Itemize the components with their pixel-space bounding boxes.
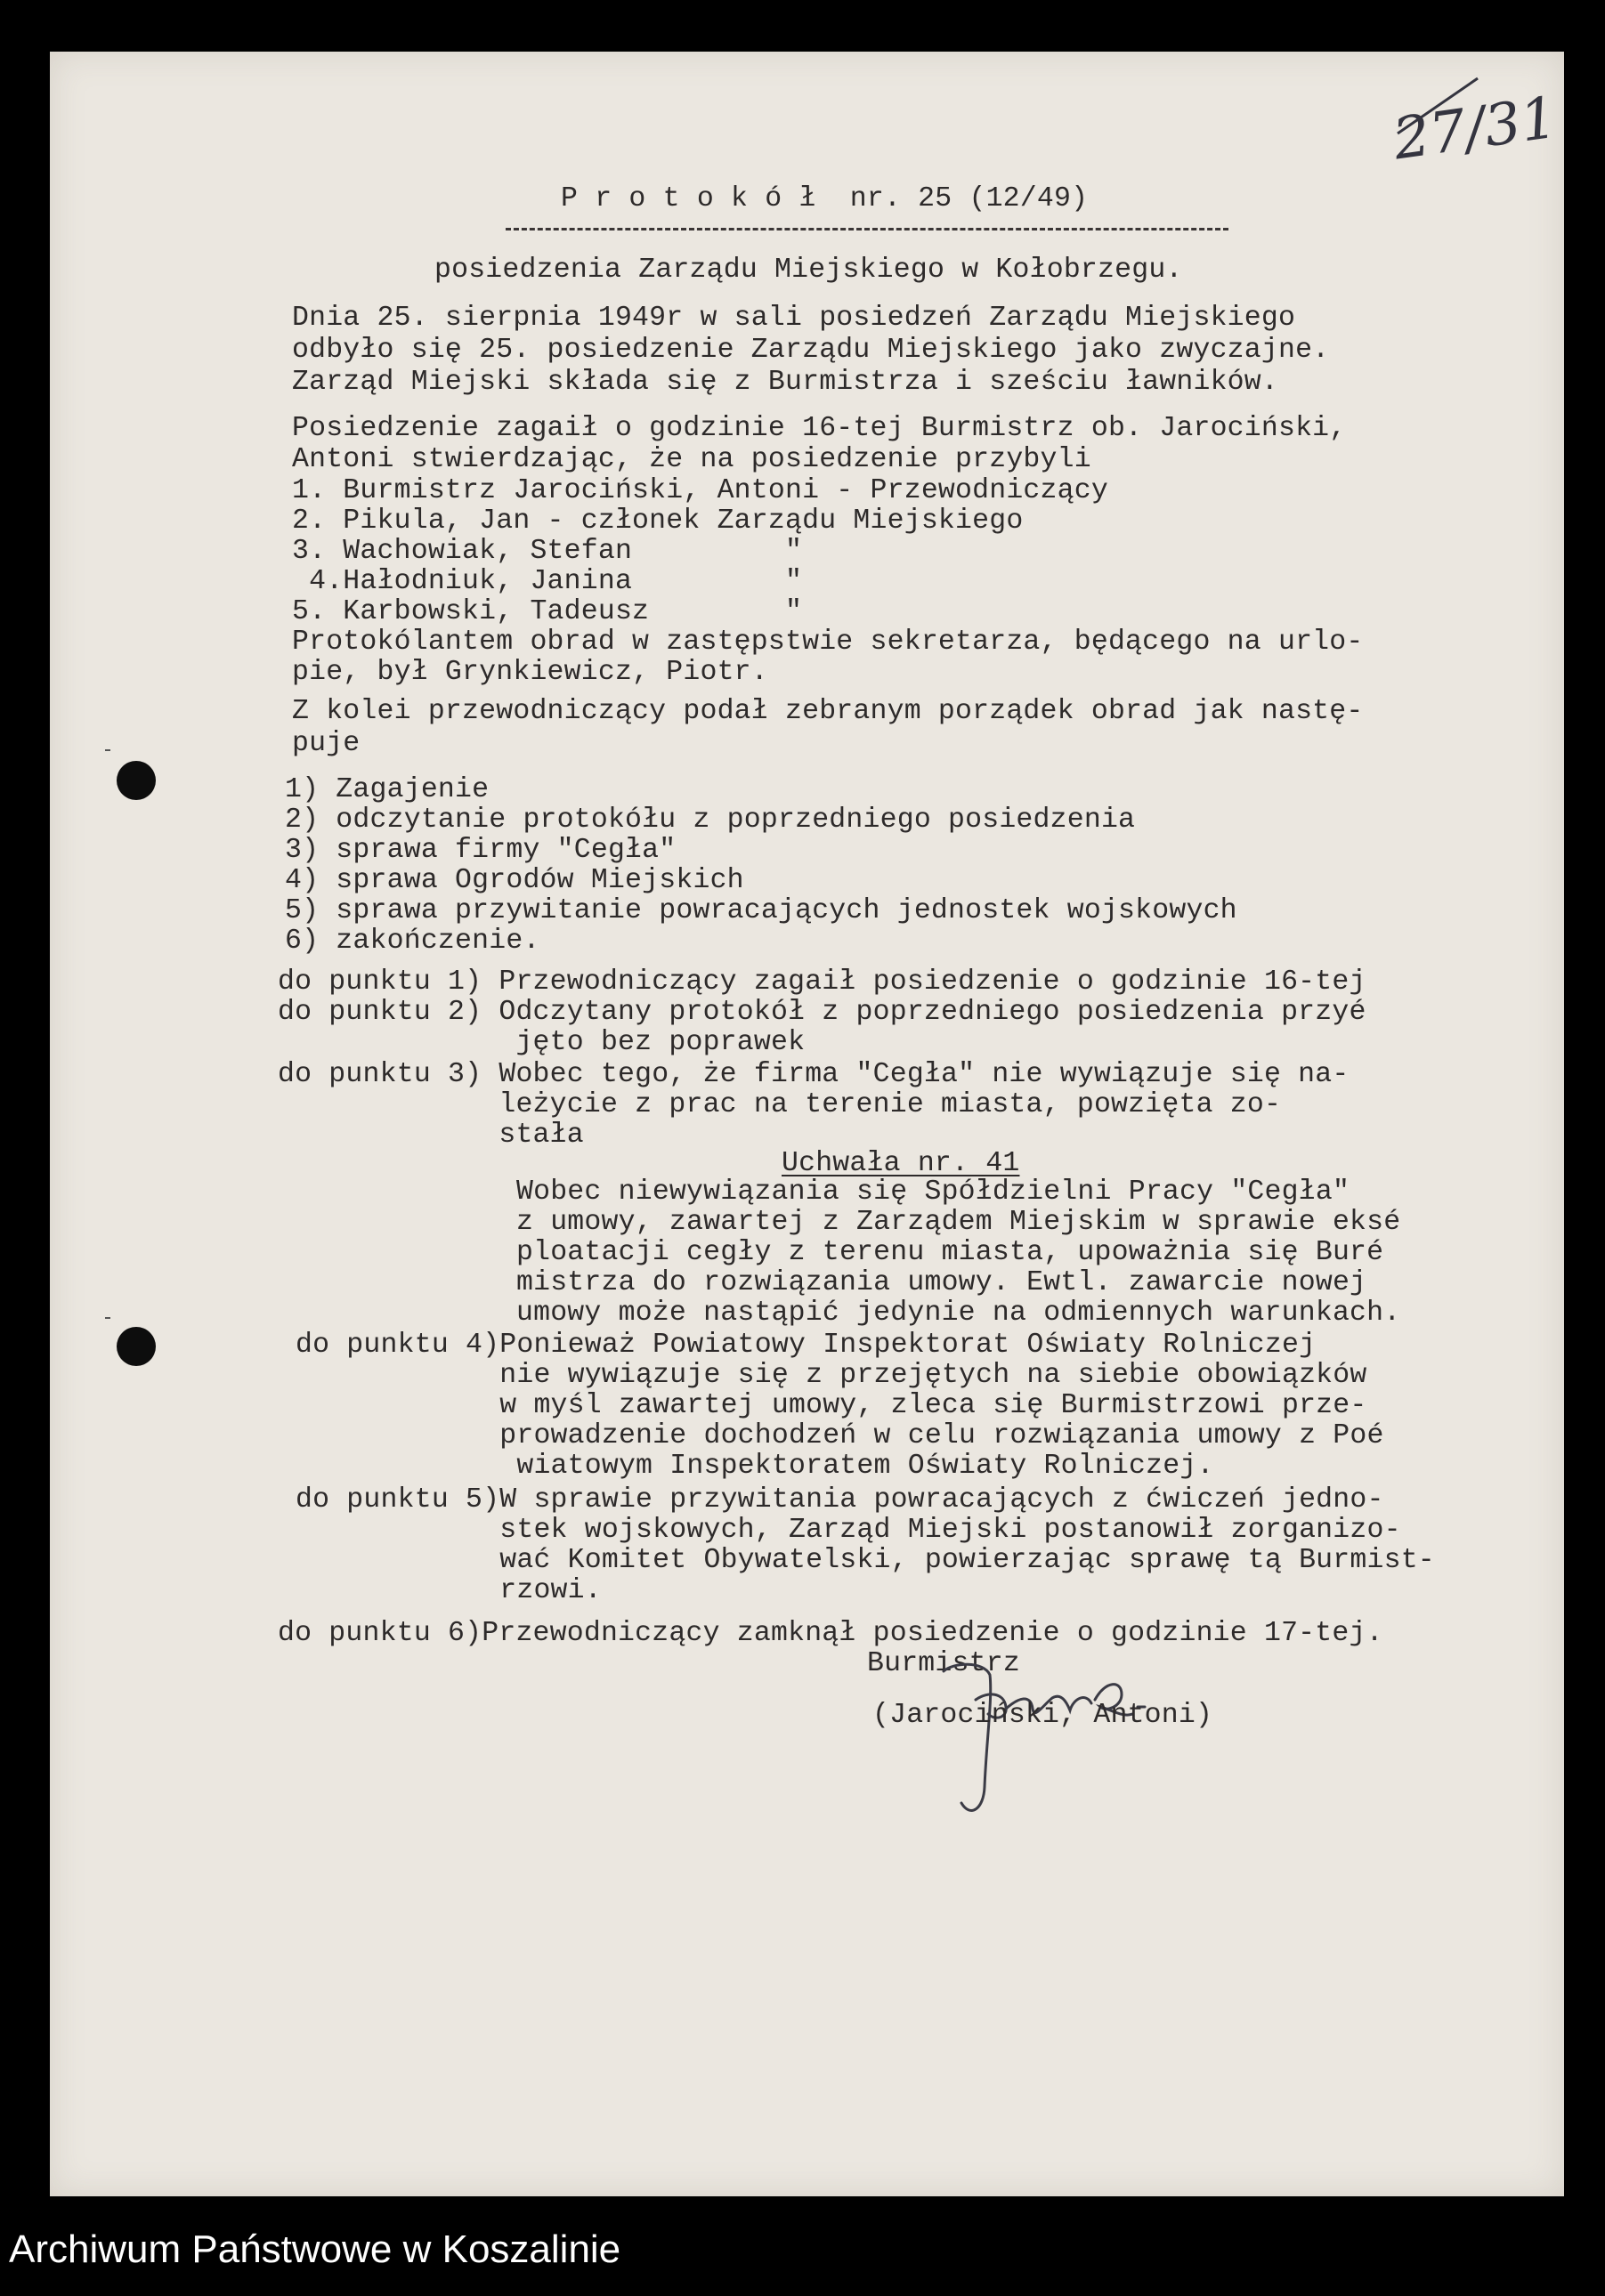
agenda-item: 3) sprawa firmy "Cegła": [285, 835, 677, 866]
resolution-line: z umowy, zawartej z Zarządem Miejskim w sprawie eksé: [516, 1207, 1401, 1238]
resolution-title: Uchwała nr. 41: [782, 1148, 1020, 1179]
signature-role: Burmistrz: [867, 1648, 1020, 1679]
document-title: P r o t o k ó ł nr. 25 (12/49): [561, 183, 1089, 214]
point4-line: nie wywiązuje się z przejętych na siebie obowiązków: [296, 1360, 1367, 1391]
attendee-item: 5. Karbowski, Tadeusz ": [292, 596, 803, 627]
point-line: leżycie z prac na terenie miasta, powzięta zo-: [278, 1089, 1282, 1120]
handwritten-signature: [899, 1645, 1184, 1823]
page-number-strike: [1389, 71, 1487, 142]
signatory-name: (Jarociński, Antoni): [872, 1700, 1213, 1731]
punch-hole-bottom: [117, 1327, 156, 1366]
point4-line: w myśl zawartej umowy, zleca się Burmistrzowi prze-: [296, 1390, 1367, 1421]
agenda-intro-line: Z kolei przewodniczący podał zebranym porządek obrad jak nastę-: [292, 696, 1364, 727]
point-line: do punktu 3) Wobec tego, że firma "Cegła" nie wywiązuje się na-: [278, 1059, 1350, 1090]
intro-line: odbyło się 25. posiedzenie Zarządu Miejskiego jako zwyczajne.: [292, 335, 1330, 366]
title-rule: [506, 228, 1228, 230]
resolution-line: mistrza do rozwiązania umowy. Ewtl. zawarcie nowej: [516, 1267, 1367, 1298]
point-line: stała: [278, 1120, 584, 1151]
recorder-line: Protokólantem obrad w zastępstwie sekretarza, będącego na urlo-: [292, 627, 1364, 658]
margin-mark: [105, 1317, 110, 1319]
attendee-item: 3. Wachowiak, Stefan ": [292, 536, 803, 567]
point5-line: do punktu 5)W sprawie przywitania powracających z ćwiczeń jedno-: [296, 1484, 1384, 1516]
resolution-line: umowy może nastąpić jedynie na odmiennych warunkach.: [516, 1298, 1401, 1329]
point-line: do punktu 2) Odczytany protokół z poprzedniego posiedzenia przyé: [278, 997, 1366, 1028]
point6-line: do punktu 6)Przewodniczący zamknął posiedzenie o godzinie 17-tej.: [278, 1618, 1383, 1649]
resolution-line: ploatacji cegły z terenu miasta, upoważnia się Buré: [516, 1237, 1384, 1268]
attendee-item: 4.Hałodniuk, Janina ": [292, 566, 803, 597]
intro-line: Dnia 25. sierpnia 1949r w sali posiedzeń Zarządu Miejskiego: [292, 303, 1296, 334]
agenda-item: 6) zakończenie.: [285, 926, 540, 957]
point4-line: wiatowym Inspektoratem Oświaty Rolniczej.: [296, 1451, 1214, 1482]
agenda-item: 5) sprawa przywitanie powracających jednostek wojskowych: [285, 895, 1237, 926]
page-number-handwritten: 27/31: [1389, 85, 1561, 174]
punch-hole-top: [117, 761, 156, 800]
point-line: do punktu 1) Przewodniczący zagaił posiedzenie o godzinie 16-tej: [278, 966, 1366, 998]
margin-mark: [105, 749, 110, 751]
point5-line: wać Komitet Obywatelski, powierzając sprawę tą Burmist-: [296, 1545, 1435, 1576]
attendee-item: 2. Pikula, Jan - członek Zarządu Miejskiego: [292, 505, 1024, 537]
attendee-item: 1. Burmistrz Jarociński, Antoni - Przewodniczący: [292, 475, 1108, 506]
opening-line: Posiedzenie zagaił o godzinie 16-tej Burmistrz ob. Jarociński,: [292, 413, 1347, 444]
opening-line: Antoni stwierdzając, że na posiedzenie przybyli: [292, 444, 1091, 475]
point-line: jęto bez poprawek: [278, 1027, 806, 1058]
agenda-intro-line: puje: [292, 728, 361, 759]
archive-label: Archiwum Państwowe w Koszalinie: [9, 2227, 621, 2271]
recorder-line: pie, był Grynkiewicz, Piotr.: [292, 657, 768, 688]
point4-line: do punktu 4)Ponieważ Powiatowy Inspektorat Oświaty Rolniczej: [296, 1330, 1317, 1361]
agenda-item: 2) odczytanie protokółu z poprzedniego posiedzenia: [285, 804, 1136, 836]
agenda-item: 4) sprawa Ogrodów Miejskich: [285, 865, 744, 896]
point4-line: prowadzenie dochodzeń w celu rozwiązania umowy z Poé: [296, 1420, 1384, 1451]
document-subtitle: posiedzenia Zarządu Miejskiego w Kołobrzegu.: [434, 255, 1183, 286]
intro-line: Zarząd Miejski składa się z Burmistrza i sześciu ławników.: [292, 367, 1278, 398]
point5-line: rzowi.: [296, 1575, 602, 1606]
agenda-item: 1) Zagajenie: [285, 774, 490, 805]
point5-line: stek wojskowych, Zarząd Miejski postanowił zorganizo-: [296, 1515, 1401, 1546]
resolution-line: Wobec niewywiązania się Spółdzielni Pracy "Cegła": [516, 1176, 1350, 1208]
